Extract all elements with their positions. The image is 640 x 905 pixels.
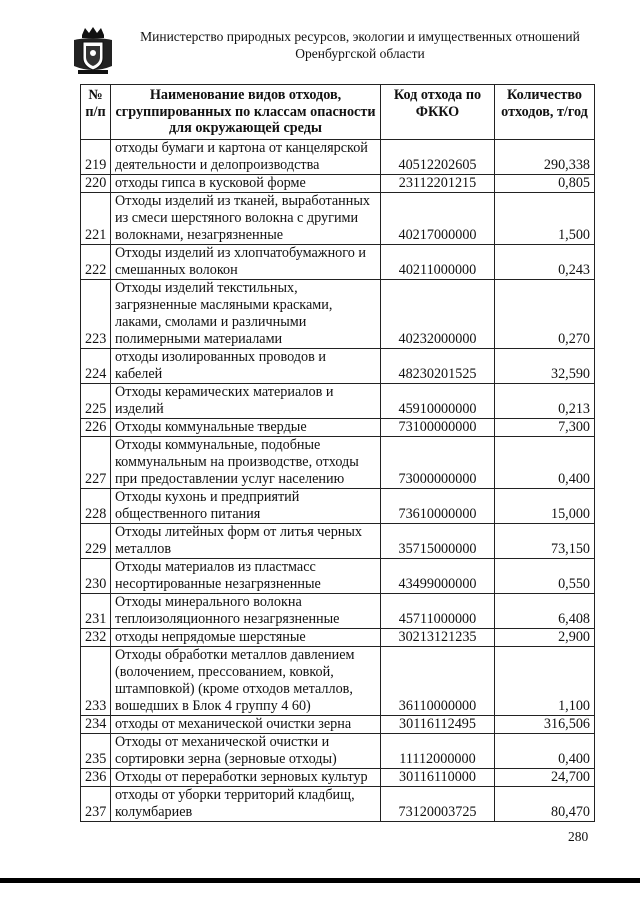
row-number: 231 — [81, 593, 111, 628]
waste-table — [80, 84, 595, 822]
row-number: 221 — [81, 192, 111, 244]
waste-code: 30213121235 — [381, 628, 495, 646]
waste-quantity: 1,500 — [495, 192, 595, 244]
waste-code: 45711000000 — [381, 593, 495, 628]
table-row — [81, 436, 595, 488]
table-row — [81, 383, 595, 418]
waste-quantity: 24,700 — [495, 768, 595, 786]
column-header-quantity: Количество отходов, т/год — [495, 85, 595, 140]
ministry-name: Министерство природных ресурсов, экологии и имущественных отношений — [140, 29, 580, 44]
table-row — [81, 488, 595, 523]
row-number: 222 — [81, 244, 111, 279]
table-row — [81, 768, 595, 786]
waste-name: Отходы от механической очистки и сортировки зерна (зерновые отходы) — [111, 733, 381, 768]
waste-name: Отходы коммунальные твердые — [111, 418, 381, 436]
waste-name: отходы от уборки территорий кладбищ, колумбариев — [111, 786, 381, 821]
table-row — [81, 244, 595, 279]
page-number: 280 — [568, 829, 589, 844]
waste-code: 40211000000 — [381, 244, 495, 279]
table-row — [81, 628, 595, 646]
table-row — [81, 646, 595, 715]
row-number: 230 — [81, 558, 111, 593]
waste-quantity: 73,150 — [495, 523, 595, 558]
row-number: 225 — [81, 383, 111, 418]
waste-name: Отходы от переработки зерновых культур — [111, 768, 381, 786]
table-row — [81, 715, 595, 733]
waste-name: отходы бумаги и картона от канцелярской деятельности и делопроизводства — [111, 139, 381, 174]
waste-quantity: 80,470 — [495, 786, 595, 821]
column-header-code: Код отхода по ФККО — [381, 85, 495, 140]
waste-name: Отходы литейных форм от литья черных металлов — [111, 523, 381, 558]
waste-quantity: 316,506 — [495, 715, 595, 733]
waste-code: 40512202605 — [381, 139, 495, 174]
waste-quantity: 32,590 — [495, 348, 595, 383]
row-number: 233 — [81, 646, 111, 715]
table-row — [81, 139, 595, 174]
region-name: Оренбургской области — [295, 46, 425, 61]
table-row — [81, 786, 595, 821]
table-row — [81, 192, 595, 244]
waste-name: Отходы керамических материалов и изделий — [111, 383, 381, 418]
row-number: 235 — [81, 733, 111, 768]
waste-name: отходы гипса в кусковой форме — [111, 174, 381, 192]
waste-name: отходы непрядомые шерстяные — [111, 628, 381, 646]
table-row — [81, 174, 595, 192]
waste-code: 35715000000 — [381, 523, 495, 558]
waste-name: Отходы изделий из хлопчатобумажного и смешанных волокон — [111, 244, 381, 279]
row-number: 220 — [81, 174, 111, 192]
waste-quantity: 0,213 — [495, 383, 595, 418]
waste-quantity: 1,100 — [495, 646, 595, 715]
table-row — [81, 523, 595, 558]
waste-name: Отходы обработки металлов давлением (волочением, прессованием, ковкой, штамповкой) (кроме отходов металлов, вошедших в Блок 4 группу 4 60) — [111, 646, 381, 715]
waste-quantity: 2,900 — [495, 628, 595, 646]
waste-code: 11112000000 — [381, 733, 495, 768]
row-number: 219 — [81, 139, 111, 174]
row-number: 236 — [81, 768, 111, 786]
waste-quantity: 0,243 — [495, 244, 595, 279]
waste-name: Отходы коммунальные, подобные коммунальным на производстве, отходы при предоставлении услуг населению — [111, 436, 381, 488]
table-header-row — [81, 85, 595, 140]
table-row — [81, 593, 595, 628]
table-row — [81, 733, 595, 768]
column-header-number: № п/п — [81, 85, 111, 140]
waste-code: 30116110000 — [381, 768, 495, 786]
waste-name: отходы от механической очистки зерна — [111, 715, 381, 733]
waste-code: 23112201215 — [381, 174, 495, 192]
waste-code: 43499000000 — [381, 558, 495, 593]
waste-quantity: 0,400 — [495, 733, 595, 768]
waste-name: Отходы изделий из тканей, выработанных из смеси шерстяного волокна с другими волокнами, незагрязненные — [111, 192, 381, 244]
waste-quantity: 290,338 — [495, 139, 595, 174]
waste-quantity: 6,408 — [495, 593, 595, 628]
row-number: 234 — [81, 715, 111, 733]
waste-code: 73120003725 — [381, 786, 495, 821]
row-number: 224 — [81, 348, 111, 383]
table-row — [81, 279, 595, 348]
table-row — [81, 558, 595, 593]
row-number: 229 — [81, 523, 111, 558]
table-row — [81, 418, 595, 436]
waste-name: отходы изолированных проводов и кабелей — [111, 348, 381, 383]
row-number: 226 — [81, 418, 111, 436]
waste-code: 73610000000 — [381, 488, 495, 523]
waste-quantity: 0,400 — [495, 436, 595, 488]
waste-quantity: 0,550 — [495, 558, 595, 593]
waste-name: Отходы изделий текстильных, загрязненные масляными красками, лаками, смолами и различными полимерными материалами — [111, 279, 381, 348]
waste-quantity: 15,000 — [495, 488, 595, 523]
waste-quantity: 0,805 — [495, 174, 595, 192]
coat-of-arms-icon — [70, 26, 116, 76]
waste-code: 73000000000 — [381, 436, 495, 488]
waste-code: 36110000000 — [381, 646, 495, 715]
table-row — [81, 348, 595, 383]
row-number: 223 — [81, 279, 111, 348]
row-number: 232 — [81, 628, 111, 646]
waste-code: 40232000000 — [381, 279, 495, 348]
waste-code: 73100000000 — [381, 418, 495, 436]
waste-code: 30116112495 — [381, 715, 495, 733]
row-number: 227 — [81, 436, 111, 488]
waste-quantity: 0,270 — [495, 279, 595, 348]
waste-name: Отходы материалов из пластмасс несортированные незагрязненные — [111, 558, 381, 593]
waste-quantity: 7,300 — [495, 418, 595, 436]
waste-code: 40217000000 — [381, 192, 495, 244]
column-header-name: Наименование видов отходов, сгруппированных по классам опасности для окружающей среды — [111, 85, 381, 140]
waste-code: 45910000000 — [381, 383, 495, 418]
waste-name: Отходы минерального волокна теплоизоляционного незагрязненные — [111, 593, 381, 628]
waste-name: Отходы кухонь и предприятий общественного питания — [111, 488, 381, 523]
page-bottom-rule — [0, 878, 640, 883]
ministry-header — [120, 28, 600, 62]
waste-code: 48230201525 — [381, 348, 495, 383]
row-number: 237 — [81, 786, 111, 821]
row-number: 228 — [81, 488, 111, 523]
